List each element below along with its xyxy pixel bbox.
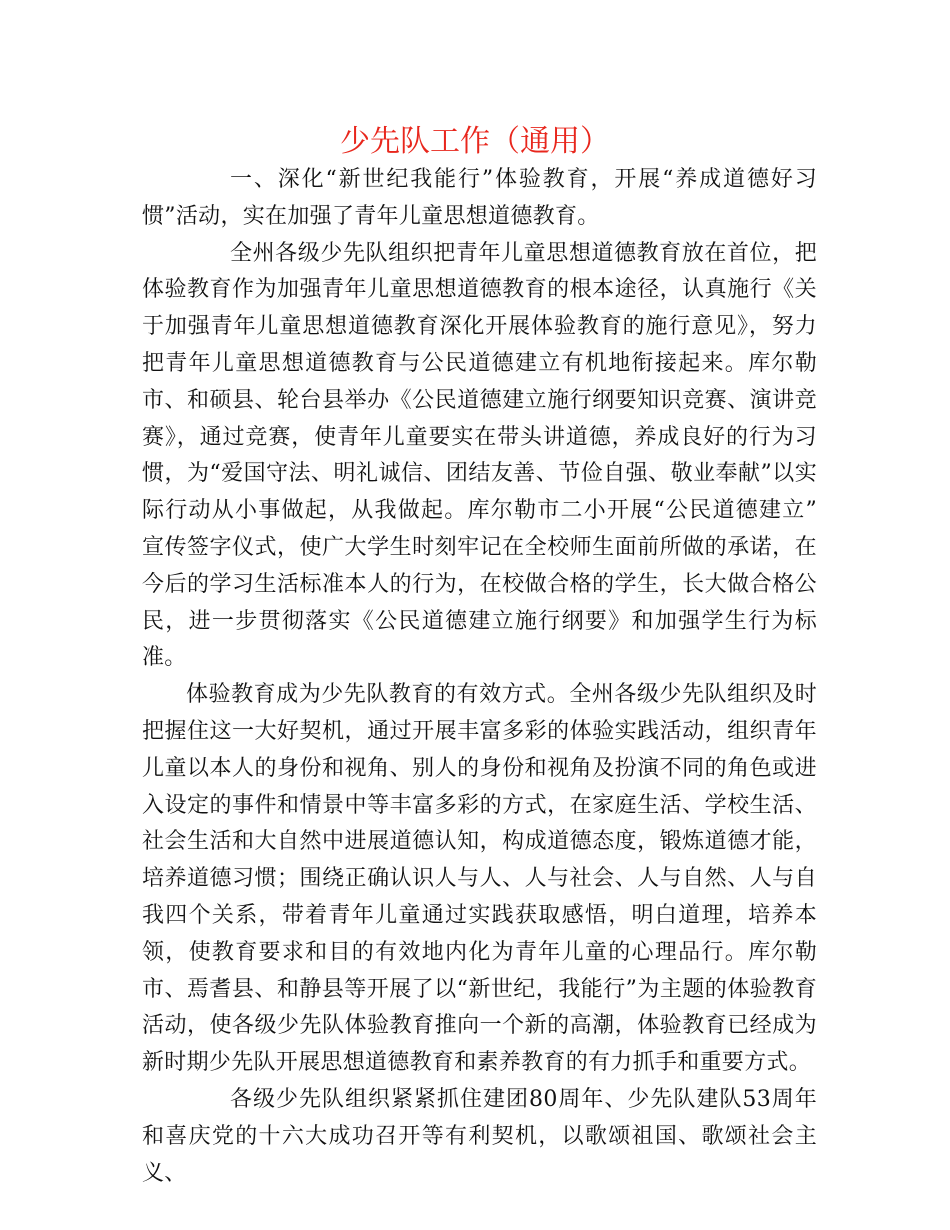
paragraph-4: 各级少先队组织紧紧抓住建团80周年、少先队建队53周年和喜庆党的十六大成功召开等有利契机，以歌颂祖国、歌颂社会主义、 xyxy=(142,1086,817,1186)
paragraph-3: 体验教育成为少先队教育的有效方式。全州各级少先队组织及时把握住这一大好契机，通过开展丰富多彩的体验实践活动，组织青年儿童以本人的身份和视角、别人的身份和视角及扮演不同的角色或进入设定的事件和情景中等丰富多彩的方式，在家庭生活、学校生活、社会生活和大自然中进展道德认知，构成道德态度，锻炼道德才能，培养道德习惯；围绕正确认识人与人、人与社会、人与自然、人与自我四个关系，带着青年儿童通过实践获取感悟，明白道理，培养本领，使教育要求和目的有效地内化为青年儿童的心理品行。库尔勒市、焉耆县、和静县等开展了以“新世纪，我能行”为主题的体验教育活动，使各级少先队体验教育推向一个新的高潮，体验教育已经成为新时期少先队开展思想道德教育和素养教育的有力抓手和重要方式。 xyxy=(142,682,817,1076)
paragraph-1: 一、深化“新世纪我能行”体验教育，开展“养成道德好习惯”活动，实在加强了青年儿童思想道德教育。 xyxy=(142,167,817,229)
document-title: 少先队工作（通用） xyxy=(340,124,610,159)
document-body xyxy=(142,162,817,1192)
paragraph-2: 全州各级少先队组织把青年儿童思想道德教育放在首位，把体验教育作为加强青年儿童思想道德教育的根本途径，认真施行《关于加强青年儿童思想道德教育深化开展体验教育的施行意见》，努力把青年儿童思想道德教育与公民道德建立有机地衔接起来。库尔勒市、和硕县、轮台县举办《公民道德建立施行纲要知识竞赛、演讲竞赛》，通过竞赛，使青年儿童要实在带头讲道德，养成良好的行为习惯，为“爱国守法、明礼诚信、团结友善、节俭自强、敬业奉献”以实际行动从小事做起，从我做起。库尔勒市二小开展“公民道德建立” 宣传签字仪式，使广大学生时刻牢记在全校师生面前所做的承诺，在今后的学习生活标准本人的行为，在校做合格的学生，长大做合格公民，进一步贯彻落实《公民道德建立施行纲要》和加强学生行为标准。 xyxy=(142,240,817,671)
